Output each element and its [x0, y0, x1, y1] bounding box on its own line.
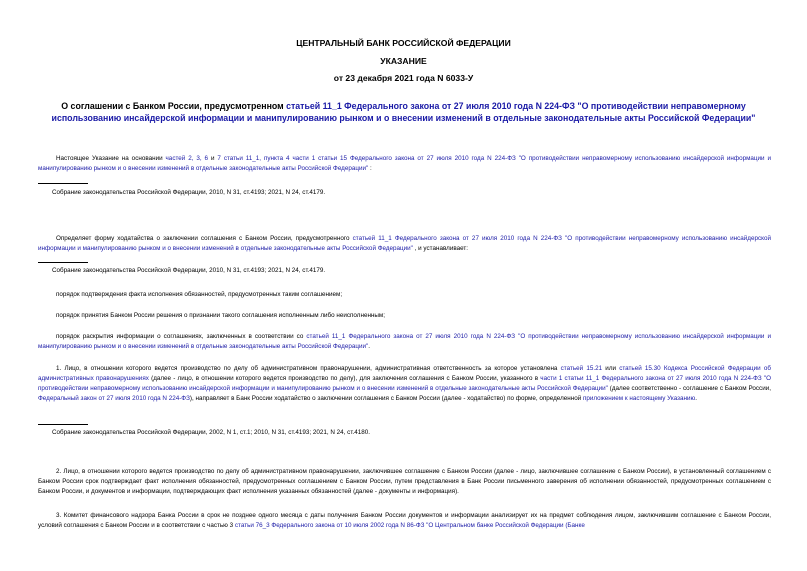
p1-text-5: ), направляет в Банк России ходатайство о заключении соглашения с Банком России (далее - ходатайство) по форме, определенной [189, 395, 583, 402]
preamble-text-and: и [208, 155, 218, 162]
preamble-link-law[interactable]: 7 статьи 11_1, пункта 4 части 1 статьи 15 Федерального закона от 27 июля 2010 года N 224-ФЗ "О противодействии неправомерному использованию инсайдерской информации и манипулированию рынком и о внесении изменений в отдельные законодательные акты Российской Федерации" [38, 155, 771, 172]
title-prefix: О соглашении с Банком России, предусмотренном [61, 101, 287, 111]
preamble-paragraph [38, 154, 771, 174]
list-item-2: порядок принятия Банком России решения о признании такого соглашения исполненным либо неисполненным; [56, 312, 386, 319]
list-item-3 [38, 332, 771, 352]
list-item-3-text: порядок раскрытия информации о соглашениях, заключенных в соответствии со [56, 333, 307, 340]
p1-link-koap[interactable]: статьей 15.30 Кодекса Российской Федерации об административных правонарушениях [38, 365, 771, 382]
document-title [30, 101, 777, 124]
define-paragraph [38, 234, 771, 254]
doc-type-heading: УКАЗАНИЕ [380, 56, 427, 66]
list-item-3-link[interactable]: статьей 11_1 Федерального закона от 27 июля 2010 года N 224-ФЗ "О противодействии неправомерному использованию инсайдерской информации и манипулированию рынком и о внесении изменений в отдельные законодательные акты Российской Федерации" [38, 333, 771, 350]
footnote-rule-1 [38, 183, 88, 184]
p1-link-1521[interactable]: статьей 15.21 [560, 365, 603, 372]
p1-link-law-part1[interactable]: части 1 статьи 11_1 Федерального закона от 27 июля 2010 года N 224-ФЗ "О противодействии неправомерному использованию инсайдерской информации и манипулированию рынком и о внесении изменений в отдельные законодательные акты Российской Федерации" [38, 375, 772, 392]
p1-link-fz224[interactable]: Федеральный закон от 27 июля 2010 года N 224-ФЗ [38, 395, 190, 402]
define-text: Определяет форму ходатайства о заключении соглашения с Банком России, предусмотренного [56, 235, 353, 242]
p1-text-2: или [602, 365, 620, 372]
footnote-1: Собрание законодательства Российской Федерации, 2010, N 31, ст.4193; 2021, N 24, ст.4179. [52, 189, 326, 196]
footnote-rule-2 [38, 262, 88, 263]
paragraph-3 [38, 511, 771, 531]
p1-text-4: (далее соответственно - соглашение с Банком России, [607, 385, 771, 392]
footnote-rule-3 [38, 424, 88, 425]
footnote-2: Собрание законодательства Российской Федерации, 2010, N 31, ст.4193; 2021, N 24, ст.4179. [52, 267, 326, 274]
list-item-3-end: . [368, 343, 370, 350]
p1-text-1: 1. Лицо, в отношении которого ведется производство по делу об административном правонарушении, административная ответственность за которое установлена [56, 365, 561, 372]
paragraph-1 [38, 364, 771, 404]
footnote-3: Собрание законодательства Российской Федерации, 2002, N 1, ст.1; 2010, N 31, ст.4193; 2021, N 24, ст.4180. [52, 429, 371, 436]
preamble-text-end: : [368, 165, 372, 172]
p1-text-6: . [695, 395, 698, 402]
preamble-text: Настоящее Указание на основании [56, 155, 166, 162]
p3-text: 3. Комитет финансового надзора Банка России в срок не позднее одного месяца с даты получения Банком России документов и информации анализирует их на предмет соблюдения лицом, заключившим соглашение с Банком России, условий соглашения с Банком России и в соответствии с частью 3 [38, 512, 771, 529]
p3-link-cb-law[interactable]: статьи 76_3 Федерального закона от 10 июля 2002 года N 86-ФЗ "О Центральном банке Российской Федерации (Банке [234, 522, 585, 529]
define-law-link[interactable]: статьей 11_1 Федерального закона от 27 июля 2010 года N 224-ФЗ "О противодействии неправомерному использованию инсайдерской информации и манипулированию рынком и о внесении изменений в отдельные законодательные акты Российской Федерации" [38, 235, 771, 252]
preamble-link-parts[interactable]: частей 2, 3, 6 [165, 155, 209, 162]
p1-text-3: (далее - лицо, в отношении которого ведется производство по делу), для заключения соглашения с Банком России, указанного в [148, 375, 541, 382]
p1-link-appendix[interactable]: приложением к настоящему Указанию [582, 395, 696, 402]
title-law-link[interactable]: статьей 11_1 Федерального закона от 27 июля 2010 года N 224-ФЗ "О противодействии неправомерному использованию инсайдерской информации и манипулированию рынком и о внесении изменений в отдельные законодательные акты Российской Федерации" [51, 101, 756, 123]
paragraph-2: 2. Лицо, в отношении которого ведется производство по делу об административном правонарушении, заключившее соглашение с Банком России (далее - лицо, заключившее соглашение с Банком России), в установленный соглашением с Банком России срок подтверждает факт исполнения обязанностей, предусмотренных соглашением с Банком России, путем представления в Банк России письменного заверения об исполнении обязанностей, предусмотренных соглашением с Банком России, и документов и информации, подтверждающих факт исполнения указанных обязанностей (далее - документы и информация). [38, 468, 771, 495]
org-heading: ЦЕНТРАЛЬНЫЙ БАНК РОССИЙСКОЙ ФЕДЕРАЦИИ [296, 38, 511, 48]
date-number-heading: от 23 декабря 2021 года N 6033-У [333, 73, 474, 83]
list-item-1: порядок подтверждения факта исполнения обязанностей, предусмотренных таким соглашением; [56, 291, 343, 298]
define-text-end: , и устанавливает: [412, 245, 469, 252]
